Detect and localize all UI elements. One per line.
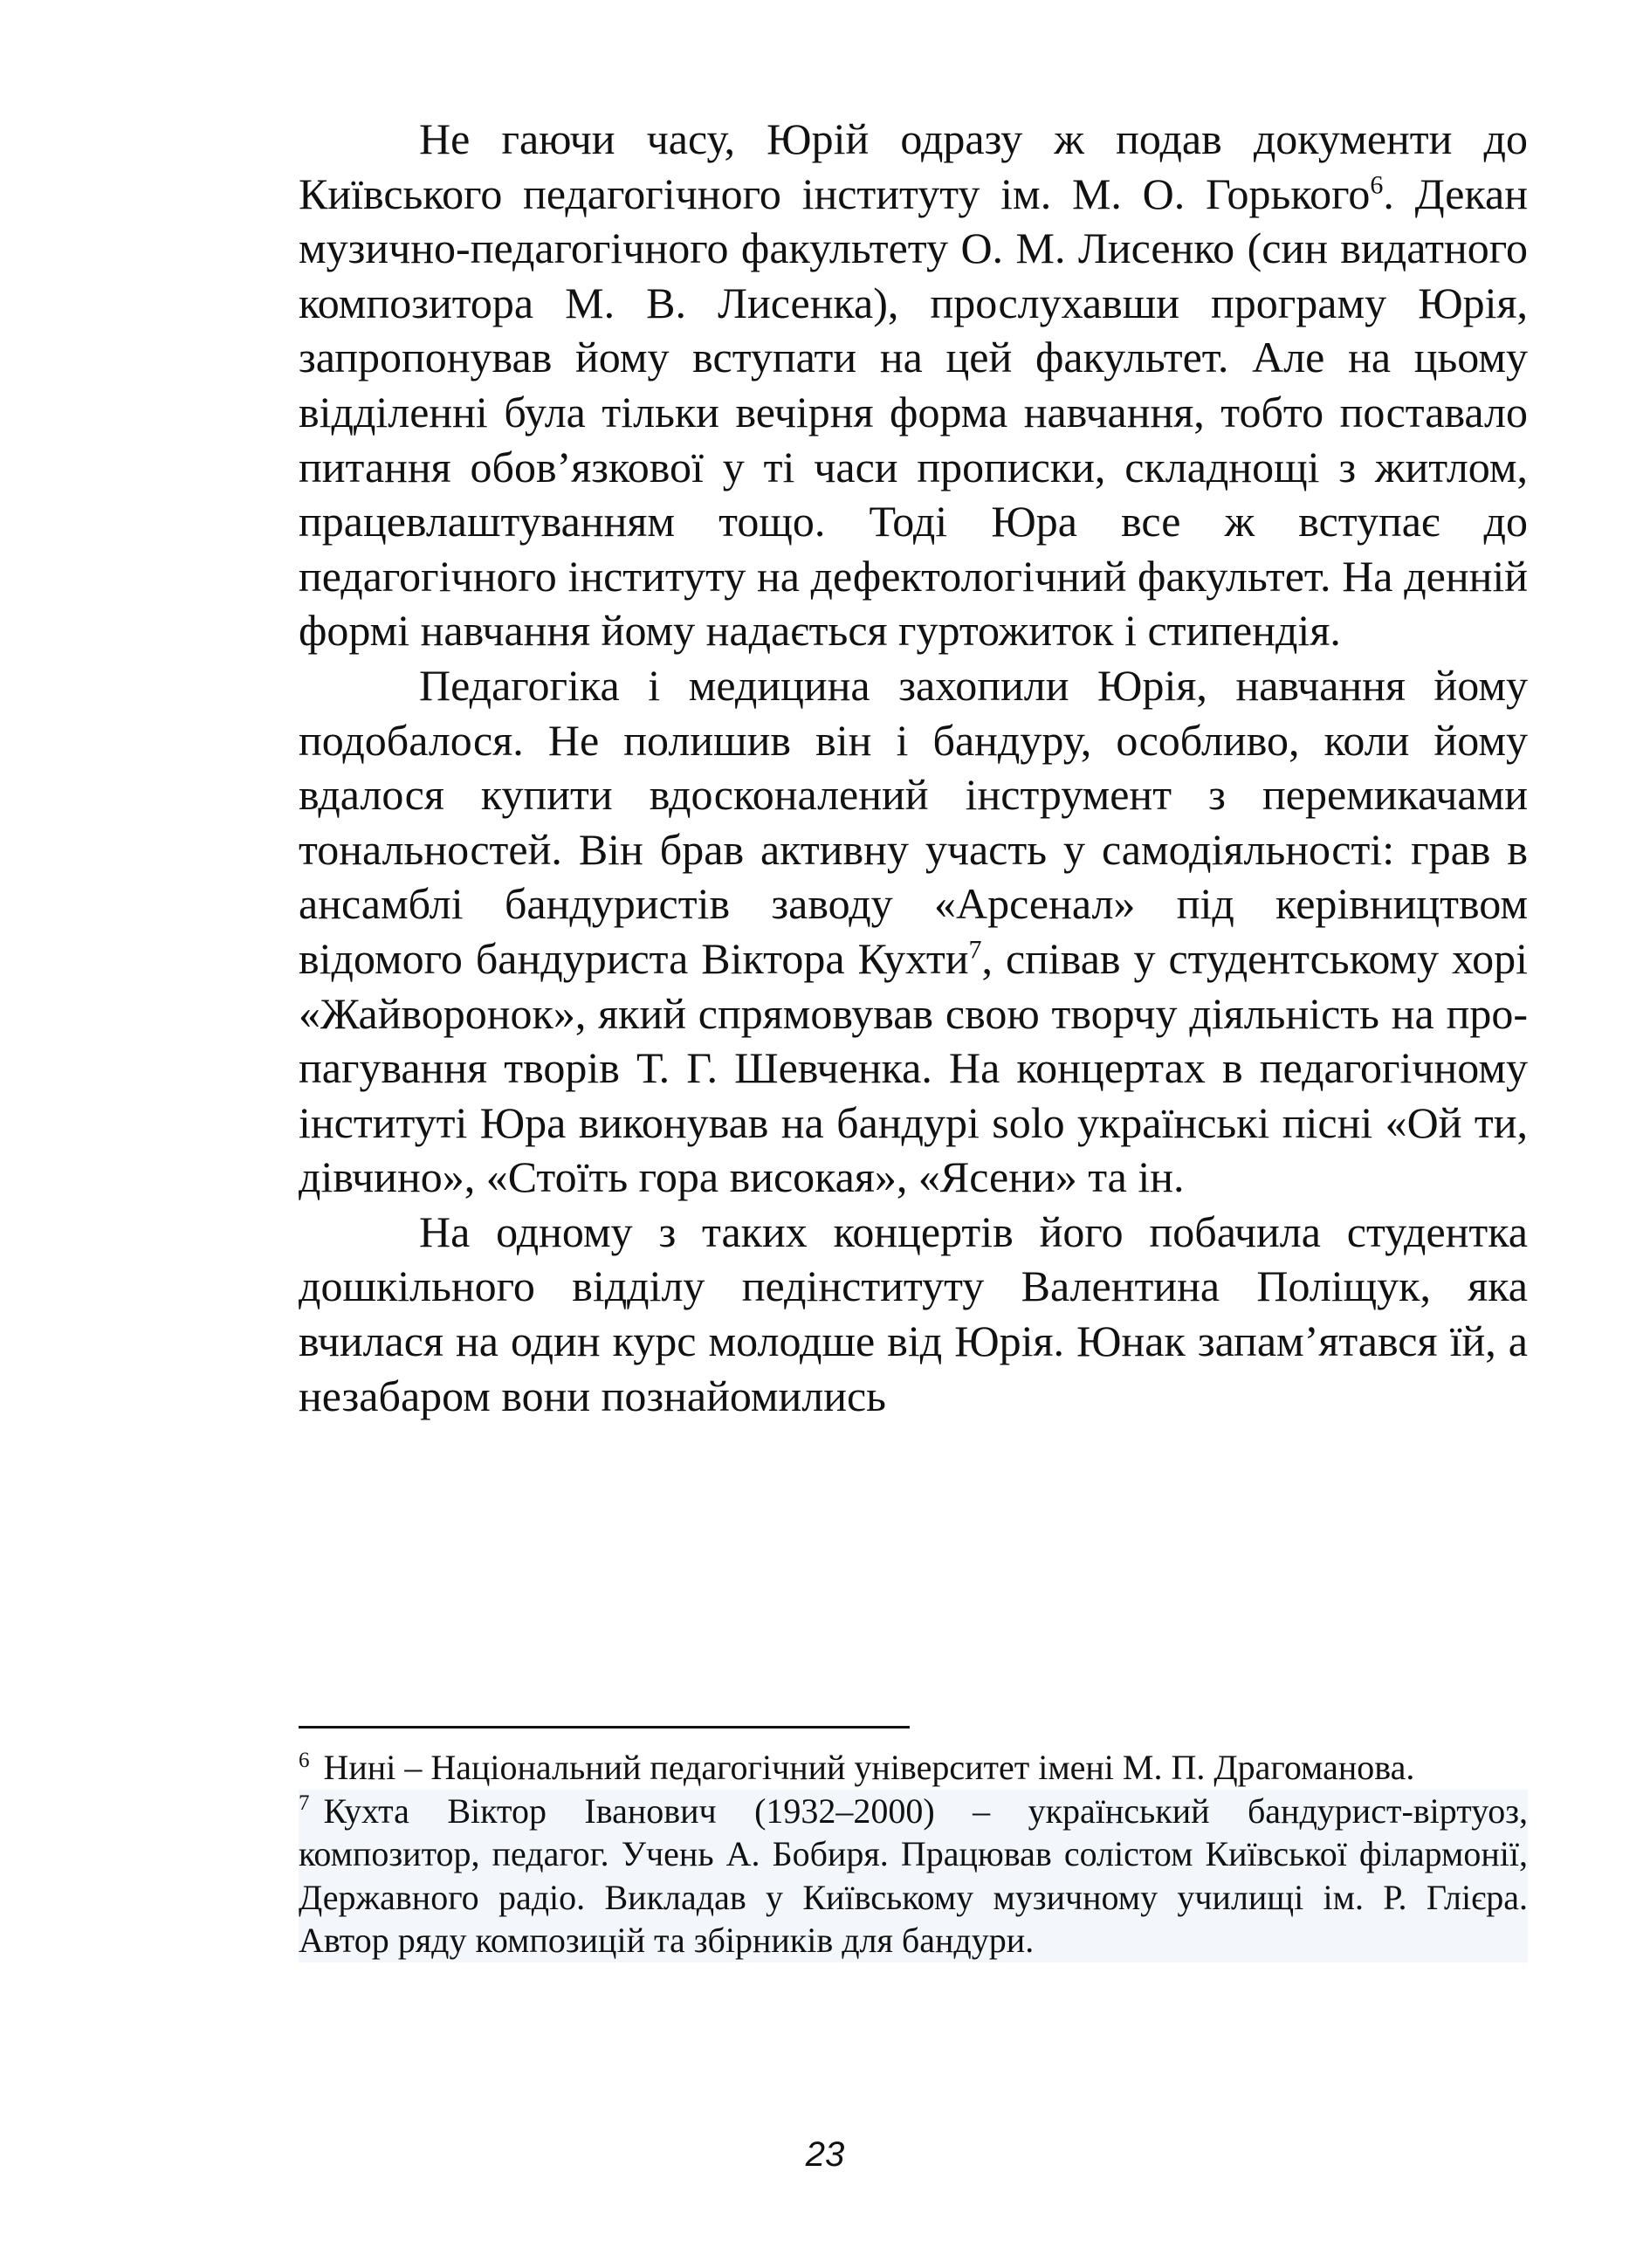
- footnote-6-text: Нині – Національний педагогічний університет імені М. П. Драгоманова.: [323, 1748, 1415, 1787]
- paragraph-1-text-start: Не гаючи часу, Юрій одразу ж подав документи до Київського педагогічного інституту ім. М. О. Горького: [299, 114, 1528, 218]
- paragraph-1-text-end: . Декан музично-педагогічного факультету О. М. Лисенко (син видатного композитора М. В. Лисенка), прослухавши програму Юрія, запропонував йому вступати на цей факультет. Але на цьому відділенні була тільки вечірня форма навчання, тобто поставало питання обов’язкової у ті часи прописки, складнощі з житлом, працевлаштуванням тощо. Тоді Юра все ж вступає до педагогічного інституту на дефектологічний факультет. На денній формі навчання йому надається гуртожиток і стипендія.: [299, 168, 1528, 656]
- paragraph-2: [299, 658, 1528, 1205]
- footnote-ref-6[interactable]: 6: [1370, 169, 1384, 199]
- paragraph-2-text-end: , співав у студентському хорі «Жайворонок», який спрямовував свою творчу діяльність на пропагування творів Т. Г. Шевченка. На концертах в педагогічному інституті Юра виконував на бандурі solo українські пісні «Ой ти, дівчино», «Стоїть гора високая», «Ясени» та ін.: [299, 933, 1528, 1202]
- footnote-7-text: Кухта Віктор Іванович (1932–2000) – український бандурист-віртуоз, композитор, педагог. Учень А. Бобиря. Працював солістом Київської філармонії, Державного радіо. Викладав у Київському музичному училищі ім. Р. Глієра. Автор ряду композицій та збірників для бандури.: [299, 1790, 1528, 1960]
- footnote-ref-7[interactable]: 7: [968, 935, 982, 965]
- main-text: [299, 112, 1528, 1423]
- paragraph-2-text-start: Педагогіка і медицина захопили Юрія, навчання йому подобалося. Не полишив він і бандуру, особливо, коли йому вдалося купити вдосконалений інструмент з перемикачами тональностей. Він брав активну участь у самодіяльності: грав в ансамблі бандуристів заводу «Арсенал» під керівництвом відомого бандуриста Віктора Кухти: [299, 660, 1528, 983]
- paragraph-3-text: На одному з таких концертів його побачила студентка дошкільного відділу педінституту Валентина Поліщук, яка вчилася на один курс молодше від Юрія. Юнак запам’ятався їй, а незабаром вони познайомились: [299, 1206, 1528, 1420]
- footnote-6: [299, 1746, 1528, 1790]
- paragraph-1: [299, 112, 1528, 658]
- footnote-divider: [299, 1726, 910, 1728]
- page-number: 23: [805, 2135, 845, 2174]
- footnote-7: [299, 1790, 1528, 1962]
- footnote-6-mark: 6: [299, 1748, 310, 1772]
- paragraph-3: [299, 1205, 1528, 1423]
- footnotes: [299, 1746, 1528, 1962]
- footnote-7-mark: 7: [299, 1791, 310, 1816]
